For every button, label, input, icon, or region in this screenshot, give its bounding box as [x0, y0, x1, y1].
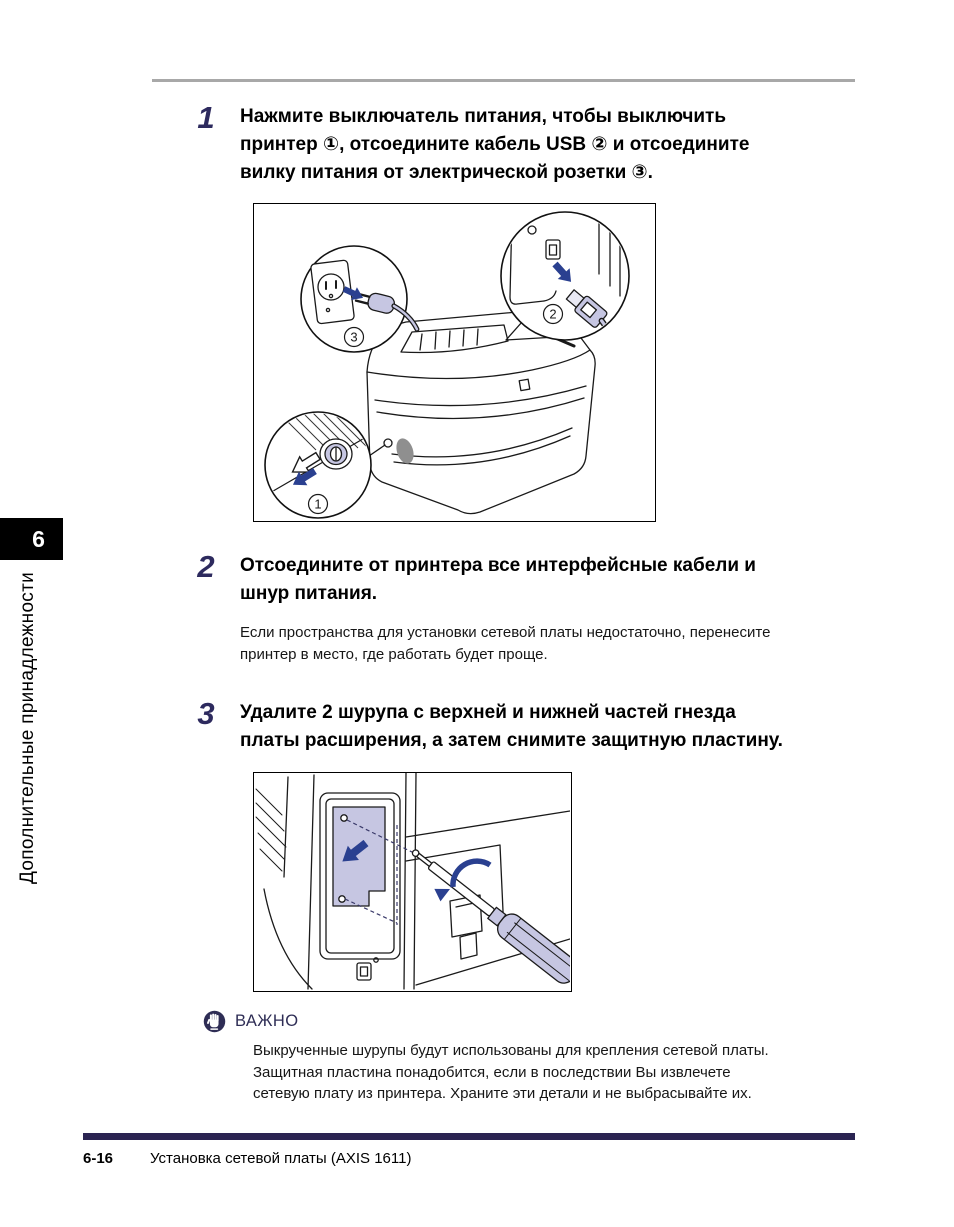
footer-section-title: Установка сетевой платы (AXIS 1611) [150, 1150, 412, 1167]
step-1-heading [240, 103, 880, 187]
step-2-heading [240, 552, 880, 608]
step-1-heading-line-2: принтер ①, отсоедините кабель USB ② и отсоедините [240, 134, 750, 155]
step-3-heading [240, 699, 880, 755]
step-3-number: 3 [197, 696, 215, 731]
step-2-body [240, 622, 890, 665]
callout-label-1: 1 [314, 496, 322, 512]
chapter-vertical-label: Дополнительные принадлежности [17, 571, 38, 884]
footer-divider-bar [83, 1133, 855, 1140]
step-3-heading-line-2: платы расширения, а затем снимите защитную пластину. [240, 730, 783, 751]
screw-hole-top [341, 815, 347, 821]
important-note-header [203, 1010, 298, 1033]
remove-screws-drawing [254, 773, 570, 990]
unplug-printer-drawing [254, 204, 654, 520]
step-1-heading-line-3: вилку питания от электрической розетки ③. [240, 162, 653, 183]
callout-label-2: 2 [549, 306, 557, 322]
step-1-heading-line-1: Нажмите выключатель питания, чтобы выключить [240, 106, 727, 127]
chapter-number-tab: 6 [0, 518, 63, 560]
figure-remove-screws [253, 772, 572, 992]
step-3-heading-line-1: Удалите 2 шурупа с верхней и нижней частей гнезда [240, 702, 736, 723]
important-body-line-1: Выкрученные шурупы будут использованы для крепления сетевой платы. [253, 1042, 769, 1059]
step-2-body-line-2: принтер в место, где работать будет проще. [240, 645, 548, 663]
usb-port-rear [357, 963, 371, 980]
protective-plate [333, 807, 385, 906]
figure-unplug-printer [253, 203, 656, 522]
important-hand-icon [203, 1010, 226, 1033]
step-2-heading-line-2: шнур питания. [240, 583, 378, 604]
important-body [253, 1040, 903, 1105]
important-label: ВАЖНО [235, 1012, 299, 1030]
callout-label-3: 3 [350, 329, 358, 345]
footer-page-number: 6-16 [83, 1150, 114, 1167]
step-2-body-line-1: Если пространства для установки сетевой платы недостаточно, перенесите [240, 624, 771, 641]
callout-power-button [265, 410, 371, 518]
power-button [384, 439, 392, 447]
step-2-heading-line-1: Отсоедините от принтера все интерфейсные кабели и [240, 555, 756, 576]
step-2-number: 2 [197, 549, 215, 584]
top-divider [152, 79, 855, 82]
important-body-line-2: Защитная пластина понадобится, если в последствии Вы извлечете [253, 1063, 731, 1081]
printer-rear-illustration [256, 773, 570, 989]
important-body-line-3: сетевую плату из принтера. Храните эти детали и не выбрасывайте их. [253, 1085, 752, 1102]
screw-hole-bottom [339, 896, 345, 902]
step-1-number: 1 [197, 100, 215, 135]
